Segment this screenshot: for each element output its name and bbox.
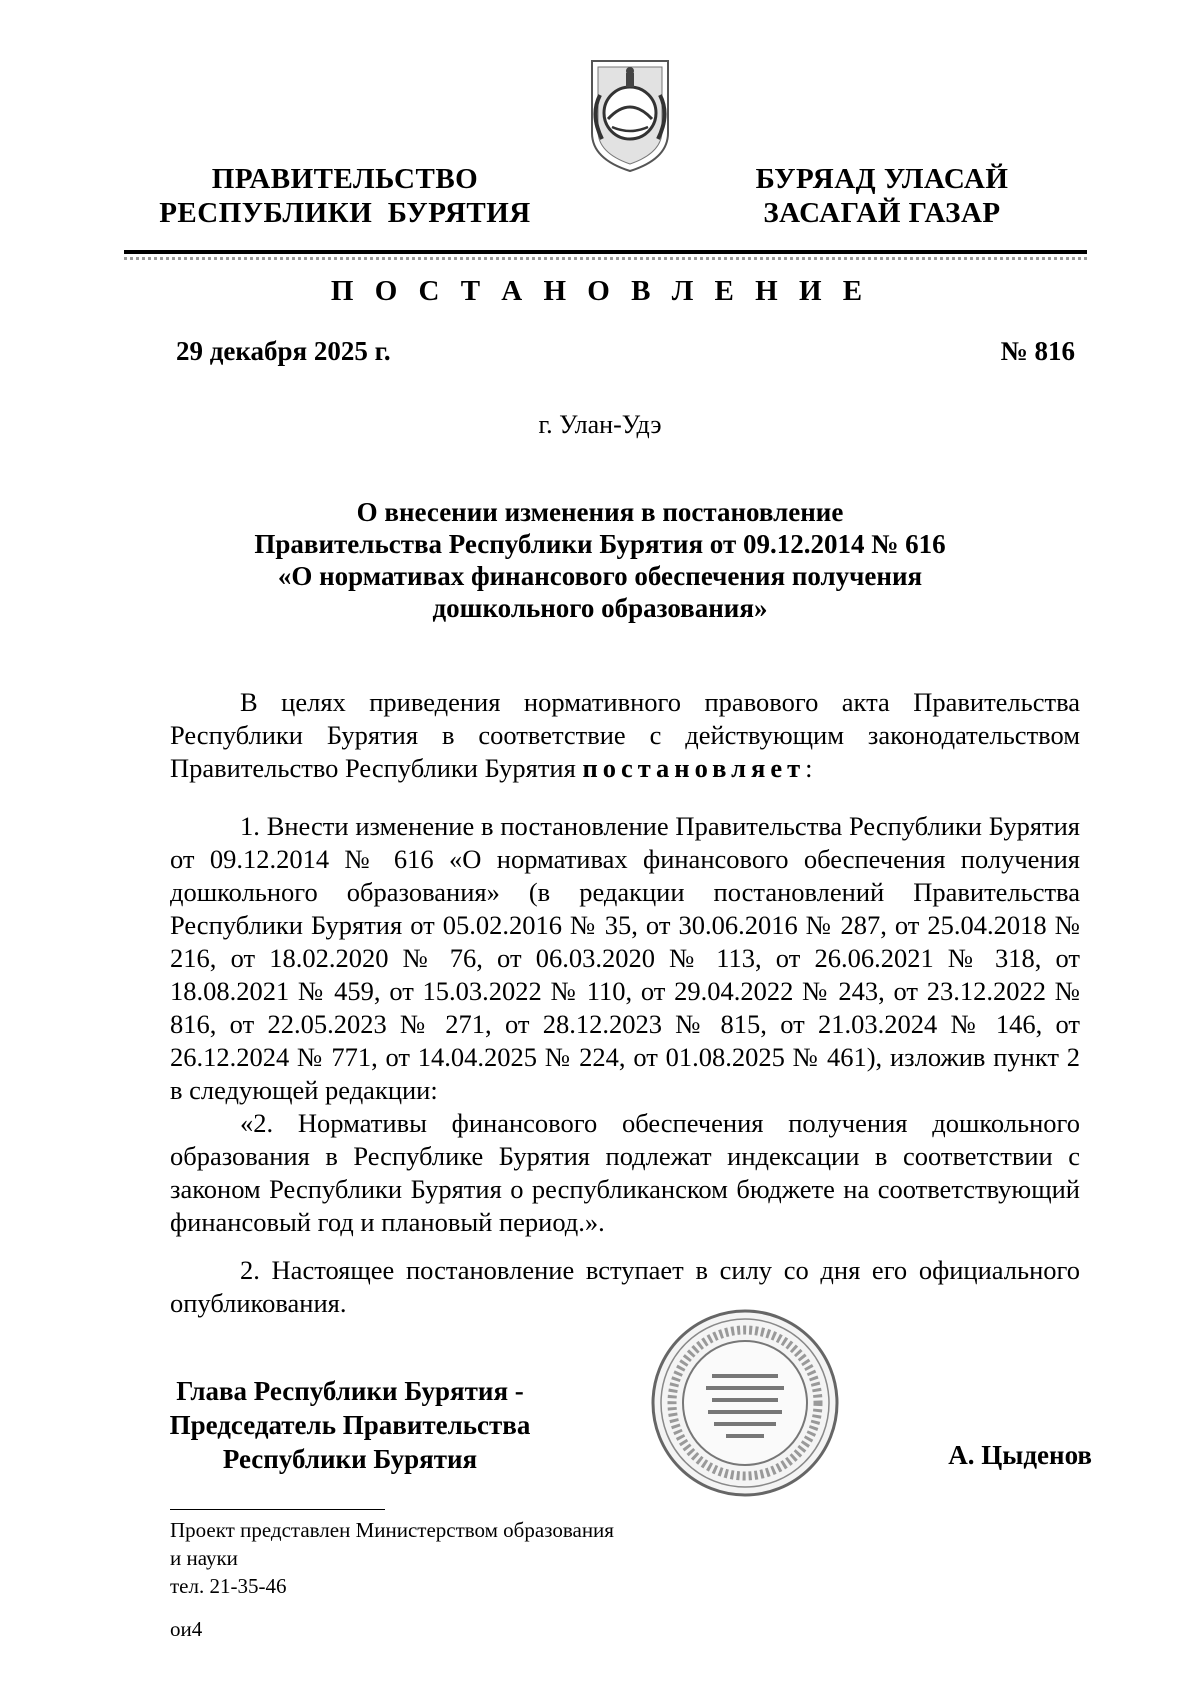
title-line: Правительства Республики Бурятия от 09.12.2014 № 616 [254,529,946,559]
document-date: 29 декабря 2025 г. [176,336,391,366]
header-divider [124,250,1087,254]
org-line: ЗАСАГАЙ ГАЗАР [763,197,1001,229]
signatory-position [150,1374,550,1476]
decree-keyword: постановляет [582,753,806,783]
title-line: дошкольного образования» [432,593,768,623]
preamble-paragraph [170,686,1080,785]
header-divider-dotted [124,257,1087,260]
government-name-buryat [742,162,1022,230]
footer-line: тел. 21-35-46 [170,1574,287,1598]
preamble-end: : [805,753,813,783]
clause-1-text: 1. Внести изменение в постановление Правительства Республики Бурятия от 09.12.2014 № 616 «О нормативах финансового обеспечения получения дошкольного образования» (в редакции постановлений Правительства Республики Бурятия от 05.02.2016 № 35, от 30.06.2016 № 287, от 25.04.2018 № 216, от 18.02.2020 № 76, от 06.03.2020 № 113, от 26.06.2021 № 318, от 18.08.2021 № 459, от 15.03.2022 № 110, от 29.04.2022 № 243, от 23.12.2022 № 816, от 22.05.2023 № 271, от 28.12.2023 № 815, от 21.03.2024 № 146, от 26.12.2024 № 771, от 14.04.2025 № 224, от 01.08.2025 № 461), изложив пункт 2 в следующей редакции: [170,811,1080,1105]
document-number: № 816 [1000,336,1075,366]
document-title [240,496,960,624]
clause-2-text: 2. Настоящее постановление вступает в силу со дня его официального опубликования. [170,1255,1080,1318]
footer-line: и науки [170,1546,238,1570]
footer-line: Проект представлен Министерством образования [170,1518,614,1542]
position-line: Председатель Правительства [169,1410,531,1440]
clause-1-quote: «2. Нормативы финансового обеспечения получения дошкольного образования в Республике Бурятия подлежат индексации в соответствии с законом Республики Бурятия о республиканском бюджете на соответствующий финансовый год и плановый период.». [170,1108,1080,1237]
position-line: Глава Республики Бурятия - [176,1376,524,1406]
document-code: ои4 [170,1617,203,1641]
clause-1 [170,810,1080,1239]
coat-of-arms-icon [586,55,674,175]
org-line: РЕСПУБЛИКИ БУРЯТИЯ [159,197,531,229]
footer-note [170,1516,614,1600]
preamble-text: В целях приведения нормативного правового акта Правительства Республики Бурятия в соответствие с действующим законодательством Правительство Республики Бурятия [170,687,1080,783]
title-line: «О нормативах финансового обеспечения получения [277,561,923,591]
official-seal-icon [650,1308,840,1498]
org-line: БУРЯАД УЛАСАЙ [755,163,1009,195]
footer-divider [170,1509,385,1510]
org-line: ПРАВИТЕЛЬСТВО [211,163,479,195]
document-type: П О С Т А Н О В Л Е Н И Е [330,275,870,307]
document-city: г. Улан-Удэ [538,410,662,439]
signatory-name: А. Цыденов [948,1440,1092,1470]
position-line: Республики Бурятия [222,1444,478,1474]
government-name-russian [150,162,540,230]
clause-2 [170,1254,1080,1320]
title-line: О внесении изменения в постановление [356,497,844,527]
